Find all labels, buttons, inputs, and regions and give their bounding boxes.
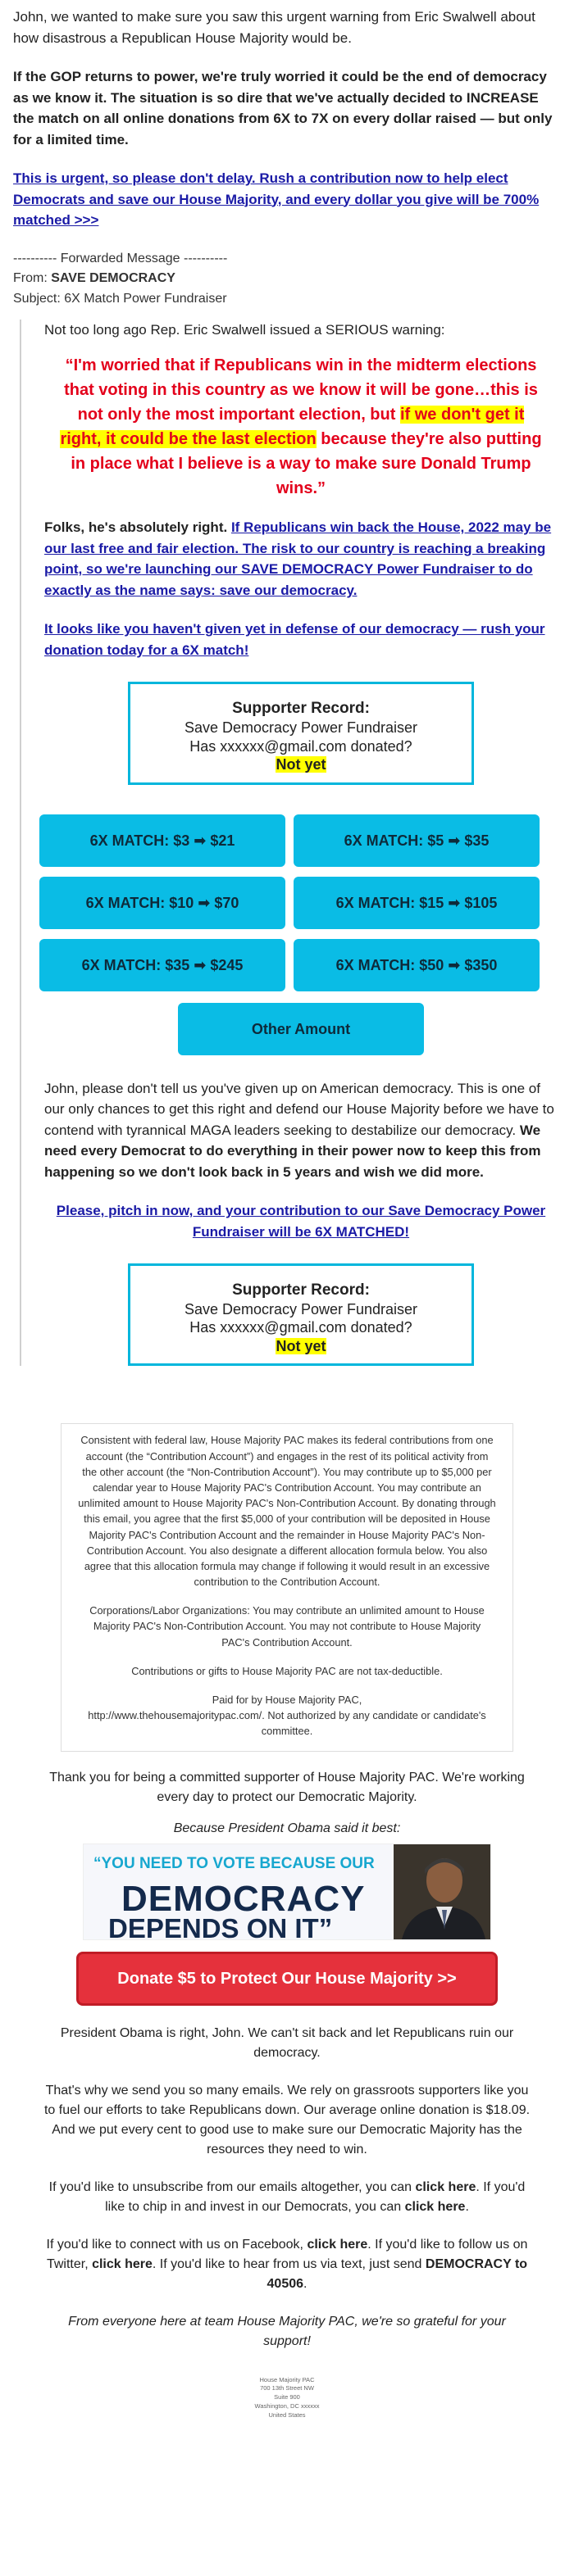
donate-5-button[interactable]: Donate $5 to Protect Our House Majority >> [76, 1952, 498, 2006]
folks-bold: Folks, he's absolutely right. [44, 519, 231, 536]
pitch-in-link[interactable]: Please, pitch in now, and your contribution to our Save Democracy Power Fundraiser will be 6X MATCHED! [56, 1203, 546, 1240]
address-line: 700 13th Street NW [260, 2384, 314, 2392]
address-line: United States [268, 2411, 306, 2420]
unsubscribe-link[interactable]: click here [415, 2179, 476, 2194]
address-line: Suite 900 [274, 2393, 300, 2401]
republicans-win-link[interactable]: If Republicans win back the House, 2022 may be our last free and fair election. The risk to our country is reaching a breaking point, so we're launching our SAVE DEMOCRACY Power Fundraiser to do exactly as the name says: save our democracy. [44, 519, 552, 598]
connect-paragraph [13, 2235, 561, 2294]
address-line: House Majority PAC [259, 2375, 315, 2383]
invest-link[interactable]: click here [404, 2199, 466, 2214]
record-donated-question: Has xxxxxx@gmail.com donated? [189, 737, 412, 755]
unsubscribe-paragraph [13, 2178, 561, 2217]
match-35-button[interactable]: 6X MATCH: $35 ➡ $245 [39, 939, 285, 991]
record-title: Supporter Record: [232, 1281, 370, 1299]
quote-text-1: “I'm worried that if Republicans win in the midterm elections that voting in this country as we know it will be gone…this is not only the most important election, but [64, 356, 538, 424]
obama-image-line1: “YOU NEED TO VOTE BECAUSE OUR [93, 1854, 375, 1872]
supporter-record [128, 682, 474, 784]
forwarded-message [20, 320, 561, 1367]
forwarded-divider: ---------- Forwarded Message ---------- [13, 251, 228, 265]
paid-for-url: http://www.thehousemajoritypac.com/. Not authorized by any candidate or candidate's committee. [88, 1709, 486, 1738]
match-10-button[interactable]: 6X MATCH: $10 ➡ $70 [39, 877, 285, 929]
paid-for-line: Paid for by House Majority PAC, [212, 1694, 362, 1707]
john-text: John, please don't tell us you've given up on American democracy. This is one of our only chances to get this right and defend our House Majority before we have to contend with tyrannical MAGA leaders seeking to destabilize our democracy. [44, 1080, 554, 1138]
not-given-link[interactable]: It looks like you haven't given yet in defense of our democracy — rush your donation today for a 6X match! [44, 621, 545, 658]
legal-corporations-text: Corporations/Labor Organizations: You may contribute an unlimited amount to House Majority PAC's Non-Contribution Account. You may not contribute to House Majority PAC's Contribution Account. [89, 1604, 485, 1649]
quote-highlight: if we don't get it right, it could be the last election [60, 406, 525, 449]
legal-tax-text: Contributions or gifts to House Majority PAC are not tax-deductible. [131, 1664, 443, 1677]
folks-paragraph [44, 517, 558, 601]
forwarded-header-block [13, 249, 561, 310]
supporter-record-2 [128, 1263, 474, 1366]
obama-right-text: President Obama is right, John. We can't sit back and let Republicans ruin our democracy. [60, 2025, 514, 2060]
quote-text-2: because they're also putting in place what I believe is a way to make sure Donald Trump wins.” [71, 430, 542, 498]
match-3-button[interactable]: 6X MATCH: $3 ➡ $21 [39, 814, 285, 867]
obama-image-line3: DEPENDS ON IT” [108, 1912, 333, 1940]
text-code: DEMOCRACY to 40506 [266, 2256, 528, 2291]
record-status: Not yet [276, 1337, 326, 1354]
record-title: Supporter Record: [232, 700, 370, 718]
subject-label: Subject: [13, 292, 61, 306]
record-fundraiser: Save Democracy Power Fundraiser [184, 1300, 418, 1317]
intro-paragraph: John, we wanted to make sure you saw this urgent warning from Eric Swalwell about how disastrous a Republican House Majority would be. [13, 9, 535, 46]
urgent-donate-link[interactable]: This is urgent, so please don't delay. Rush a contribution now to help elect Democrats and save our House Majority, and every dollar you give will be 700% matched >>> [13, 170, 540, 228]
from-value: SAVE DEMOCRACY [51, 271, 175, 286]
facebook-link[interactable]: click here [307, 2237, 368, 2252]
thanks-text: Thank you for being a committed supporter of House Majority PAC. We're working every day to protect our Democratic Majority. [49, 1770, 525, 1804]
address-line: Washington, DC xxxxxx [254, 2402, 320, 2410]
donation-button-grid [39, 814, 558, 991]
obama-photo [394, 1844, 490, 1939]
grateful-text: From everyone here at team House Majority PAC, we're so grateful for your support! [68, 2314, 506, 2348]
legal-contribution-text: Consistent with federal law, House Majority PAC makes its federal contributions from one account (the “Contribution Account”) and engages in the rest of its political activity from the other account (the “Non-Contribution Account”). You may contribute up to $5,000 per calendar year to House Majority PAC's Contribution Account. You may contribute an unlimited amount to House Majority PAC's Non-Contribution Account. By donating through this email, you agree that the first $5,000 of your contribution will be deposited in House Majority PAC's Contribution Account and the remainder in House Majority PAC's Non-Contribution Account. You also designate a different allocation formula below. You also agree that this allocation formula may change if following it would result in an excessive contribution to the Contribution Account. [78, 1434, 496, 1589]
swalwell-quote [59, 353, 543, 501]
record-fundraiser: Save Democracy Power Fundraiser [184, 719, 418, 737]
match-15-button[interactable]: 6X MATCH: $15 ➡ $105 [294, 877, 540, 929]
connect-text-1: If you'd like to connect with us on Facebook, [46, 2237, 308, 2252]
gop-warning-paragraph: If the GOP returns to power, we're truly worried it could be the end of democracy as we know it. The situation is so dire that we've actually decided to INCREASE the match on all online donations from 6X to 7X on every dollar raised — but only for a limited time. [13, 69, 553, 147]
unsub-text-3: . [465, 2199, 469, 2214]
obama-intro: Because President Obama said it best: [173, 1821, 401, 1835]
obama-image-line2: DEMOCRACY [121, 1878, 366, 1919]
twitter-link[interactable]: click here [92, 2256, 153, 2271]
from-label: From: [13, 271, 48, 286]
other-amount-button[interactable]: Other Amount [178, 1003, 424, 1055]
legal-disclaimer-box [61, 1423, 513, 1751]
swalwell-intro: Not too long ago Rep. Eric Swalwell issued a SERIOUS warning: [44, 321, 445, 338]
unsub-text-2: . If you'd like to chip in and invest in our Democrats, you can [105, 2179, 526, 2214]
john-paragraph [44, 1078, 558, 1183]
subject-value: 6X Match Power Fundraiser [64, 292, 227, 306]
connect-text-4: . [303, 2276, 308, 2291]
match-5-button[interactable]: 6X MATCH: $5 ➡ $35 [294, 814, 540, 867]
record-donated-question: Has xxxxxx@gmail.com donated? [189, 1319, 412, 1336]
connect-text-2: . If you'd like to follow us on Twitter, [46, 2237, 528, 2271]
mailing-address [13, 2376, 561, 2420]
unsub-text-1: If you'd like to unsubscribe from our emails altogether, you can [48, 2179, 416, 2194]
john-bold: We need every Democrat to do everything in their power now to keep this from happening so we don't look back in 5 years and wish we did more. [44, 1122, 541, 1180]
connect-text-3: . If you'd like to hear from us via text, just send [152, 2256, 426, 2271]
record-status: Not yet [276, 756, 326, 773]
obama-quote-image [83, 1844, 491, 1940]
why-emails-text: That's why we send you so many emails. We rely on grassroots supporters like you to fuel our efforts to take Republicans down. Our average online donation is $18.09. And we put every cent to good use to make sure our Democratic Majority has the resources they need to win. [43, 2083, 531, 2156]
match-50-button[interactable]: 6X MATCH: $50 ➡ $350 [294, 939, 540, 991]
